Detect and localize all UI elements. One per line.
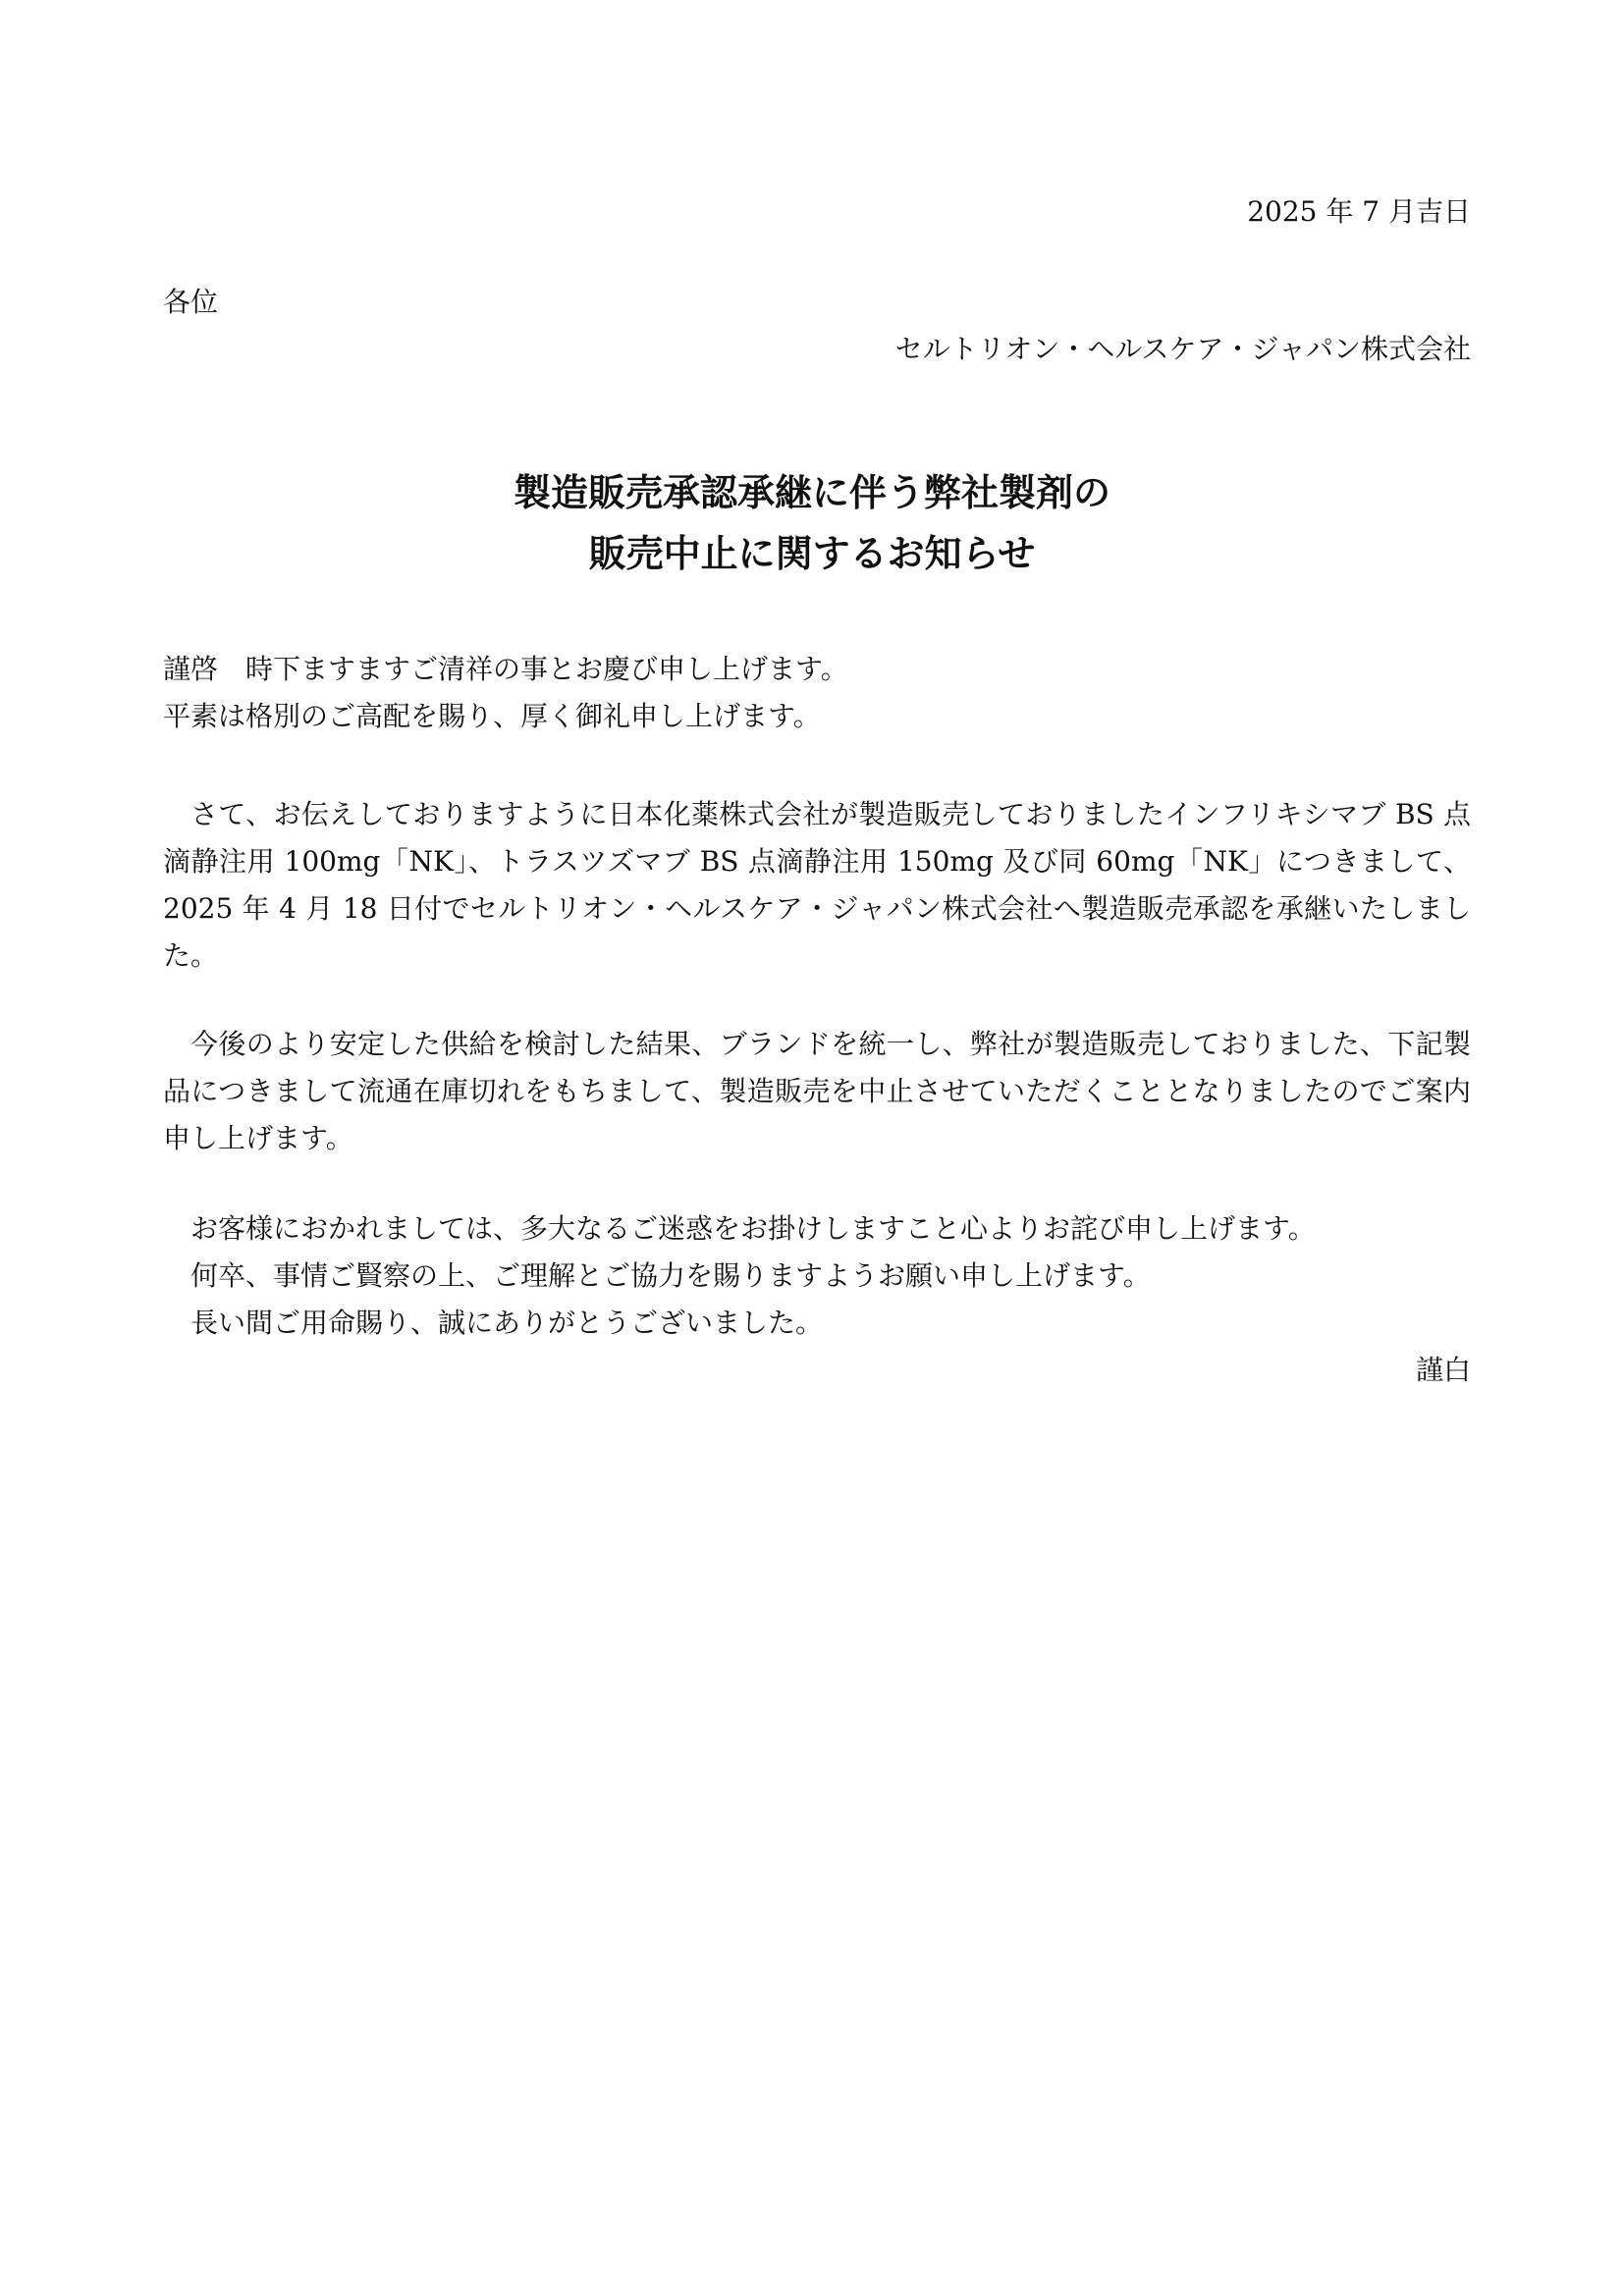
- closing-line-1: お客様におかれましては、多大なるご迷惑をお掛けしますこと心よりお詫び申し上げます。: [190, 1212, 1316, 1245]
- closing-line-3: 長い間ご用命賜り、誠にありがとうございました。: [190, 1307, 824, 1339]
- signoff: 謹白: [1415, 1354, 1471, 1386]
- paragraph-discontinuation: 今後のより安定した供給を検討した結果、ブランドを統一し、弊社が製造販売しておりました、下記製品につきまして流通在庫切れをもちまして、製造販売を中止させていただくこととなりましたのでご案内申し上げます。: [163, 1028, 1471, 1154]
- paragraph-succession: さて、お伝えしておりますように日本化薬株式会社が製造販売しておりましたインフリキシマブ BS 点滴静注用 100mg「NK」、トラスツズマブ BS 点滴静注用 150mg 及び同 60mg「NK」につきまして、2025 年 4 月 18 日付でセルトリオン・ヘルスケア・ジャパン株式会社へ製造販売承認を承継いたしました。: [163, 798, 1471, 972]
- greeting-line-2: 平素は格別のご高配を賜り、厚く御礼申し上げます。: [163, 700, 821, 732]
- document-date: 2025 年 7 月吉日: [1247, 195, 1471, 228]
- title-line-1: 製造販売承認承継に伴う弊社製剤の: [513, 470, 1110, 514]
- sender-company: セルトリオン・ヘルスケア・ジャパン株式会社: [894, 333, 1471, 365]
- title-line-2: 販売中止に関するお知らせ: [588, 531, 1036, 575]
- greeting-line-1: 謹啓 時下ますますご清祥の事とお慶び申し上げます。: [163, 653, 848, 685]
- addressee: 各位: [163, 286, 219, 318]
- closing-line-2: 何卒、事情ご賢察の上、ご理解とご協力を賜りますようお願い申し上げます。: [190, 1259, 1151, 1292]
